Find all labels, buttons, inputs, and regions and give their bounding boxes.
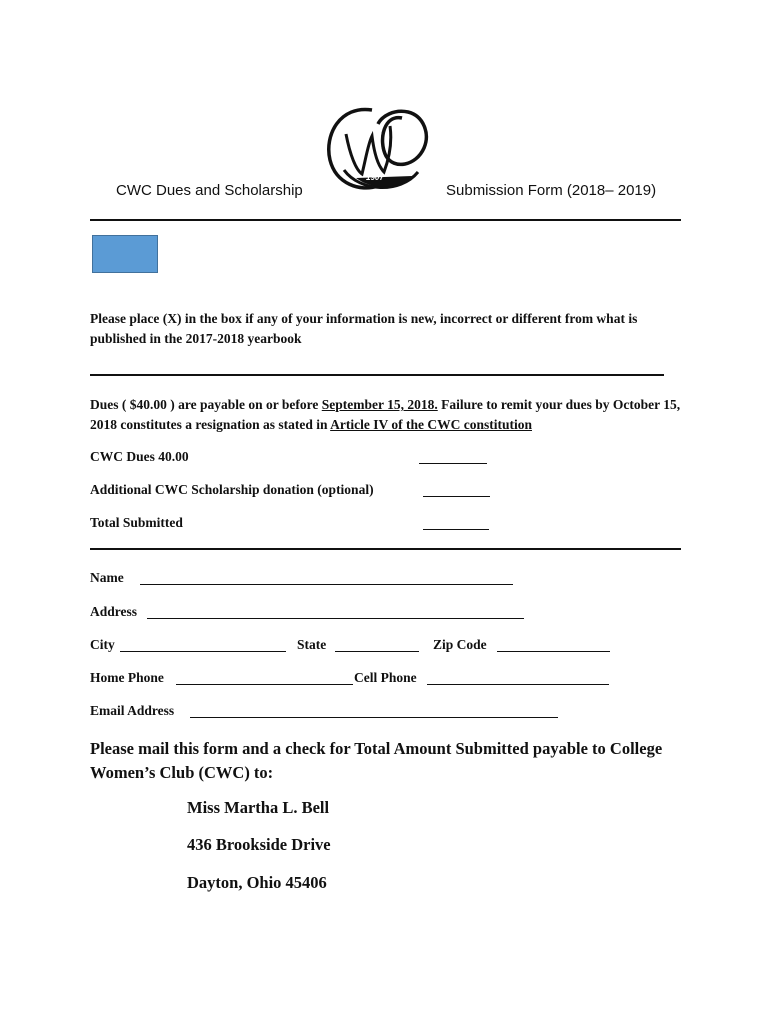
home-phone-field[interactable] (176, 672, 353, 685)
recipient-city-state-zip: Dayton, Ohio 45406 (187, 873, 327, 892)
dues-text-part2: Failure to remit your dues by October 15, 2018 constitutes a resignation as stated in (90, 397, 681, 432)
dues-article: Article IV of the CWC constitution (330, 416, 532, 432)
cell-phone-field[interactable] (427, 672, 609, 685)
scholarship-field[interactable] (423, 484, 490, 497)
logo-year: 1907 (366, 173, 384, 182)
total-field[interactable] (423, 517, 489, 530)
city-field[interactable] (120, 639, 286, 652)
amounts-rule (90, 548, 681, 550)
state-field[interactable] (335, 639, 419, 652)
info-changed-checkbox[interactable] (92, 235, 158, 273)
form-title-left: CWC Dues and Scholarship (116, 182, 303, 199)
recipient-name: Miss Martha L. Bell (187, 798, 330, 817)
zip-label: Zip Code (433, 637, 487, 652)
dues-text-part1: Dues ( $40.00 ) are payable on or before (90, 397, 322, 412)
header-rule (90, 219, 681, 221)
state-label: State (297, 637, 327, 652)
email-label: Email Address (90, 703, 175, 718)
name-field[interactable] (140, 572, 513, 585)
name-label: Name (90, 570, 124, 585)
dues-paragraph (90, 395, 690, 434)
total-label: Total Submitted (90, 515, 183, 530)
cell-phone-label: Cell Phone (354, 670, 417, 685)
city-label: City (90, 637, 115, 652)
cwc-dues-label: CWC Dues 40.00 (90, 449, 189, 464)
checkbox-instruction: Please place (X) in the box if any of your information is new, incorrect or different from what is published in the 2017-2018 yearbook (90, 311, 638, 346)
home-phone-label: Home Phone (90, 670, 164, 685)
zip-field[interactable] (497, 639, 610, 652)
form-title-right: Submission Form (2018– 2019) (446, 182, 657, 199)
address-label: Address (90, 604, 138, 619)
scholarship-label: Additional CWC Scholarship donation (optional) (90, 482, 374, 497)
cwc-logo (320, 100, 432, 198)
address-field[interactable] (147, 606, 524, 619)
dues-deadline: September 15, 2018. (321, 397, 438, 412)
cwc-logo-graphic (320, 100, 432, 198)
instruction-rule (90, 374, 664, 376)
mailing-instruction: Please mail this form and a check for Total Amount Submitted payable to College Women’s Club (CWC) to: (90, 739, 663, 782)
recipient-street: 436 Brookside Drive (187, 835, 331, 854)
cwc-dues-field[interactable] (419, 451, 487, 464)
email-field[interactable] (190, 705, 558, 718)
